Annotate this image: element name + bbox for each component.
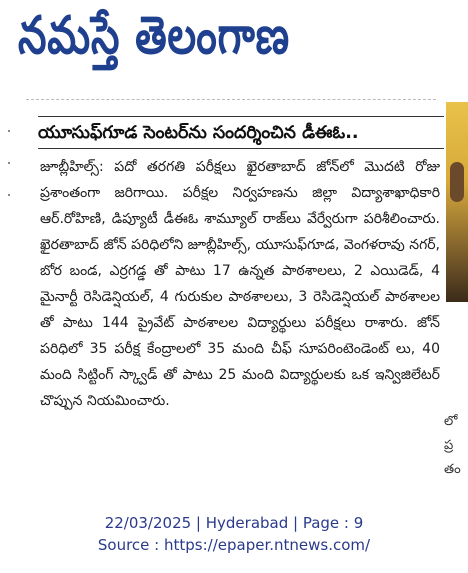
headline-rule-top [38, 116, 444, 117]
adjacent-text-fragment: లో ప్ర తం [444, 414, 461, 477]
article-paragraph: జూబ్లీహిల్స్: పదో తరగతి పరీక్షలు ఖైరతాబాద్ జోన్‌లో మొదటి రోజు ప్రశాంతంగా జరిగాయి. పరీక్షల నిర్వహణను జిల్లా విద్యాశాఖాధికారి ఆర్.రోహిణి, డిప్యూటీ డీఈఓ శామ్యూల్ రాజ్‌లు వేర్వేరుగా పరిశీలించారు. ఖైరతాబాద్ జోన్ పరిధిలోని జూబ్లీహిల్స్, యూసుఫ్‌గూడ, వెంగళరావు నగర్, బోర బండ, ఎర్రగడ్డ తో పాటు 17 ఉన్నత పాఠశాలలు, 2 ఎయిడెడ్, 4 మైనార్టీ రెసిడెన్షియల్, 4 గురుకుల పాఠశాలలు, 3 రెసిడెన్షియల్ పాఠశాలల తో పాటు 144 ప్రైవేట్ పాఠశాలల విద్యార్థులు పరీక్షలు రాశారు. జోన్ పరిధిలో 35 పరీక్ష కేంద్రాలలో 35 మంది చీఫ్ సూపరింటెండెంట్ లు, 40 మంది సిట్టింగ్ స్క్వాడ్ తో పాటు 25 మంది విద్యార్థులకు ఒక ఇన్విజిలేటర్ చొప్పున నియమించారు. [40, 159, 440, 409]
article-headline: యూసుఫ్‌గూడ సెంటర్‌ను సందర్శించిన డీఈఓ.. [38, 123, 359, 143]
article-body [40, 154, 440, 414]
headline-rule-bottom [38, 148, 444, 149]
source-footer [0, 512, 468, 556]
newspaper-masthead: నమస్తే తెలంగాణ [18, 6, 290, 66]
top-divider [26, 99, 436, 100]
source-url: Source : https://epaper.ntnews.com/ [97, 536, 371, 554]
gutter-marks [6, 100, 12, 220]
dateline: 22/03/2025 | Hyderabad | Page : 9 [104, 514, 364, 532]
adjacent-photo-fragment [446, 102, 468, 302]
